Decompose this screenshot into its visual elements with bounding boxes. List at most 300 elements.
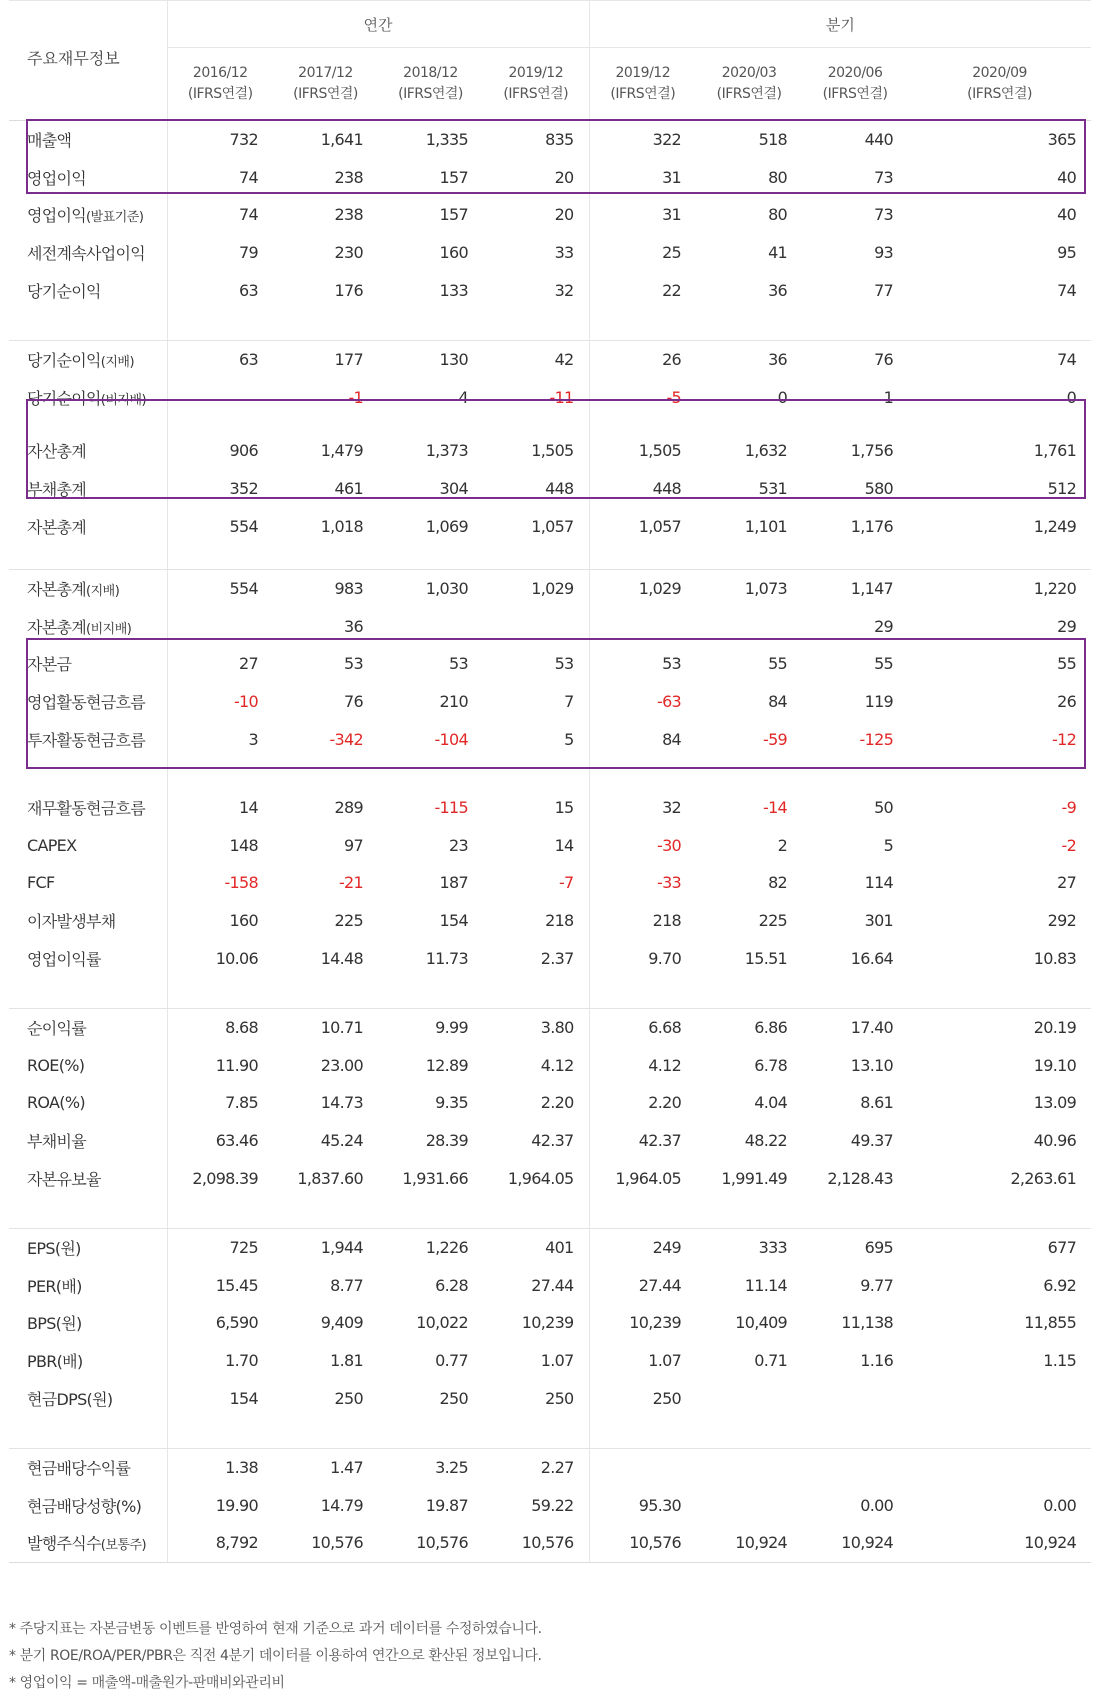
table-cell: 238 <box>334 205 363 225</box>
table-row <box>9 827 1091 865</box>
table-cell: 1.15 <box>1043 1350 1077 1370</box>
table-cell: 27 <box>239 654 258 674</box>
column-basis: (IFRS연결) <box>187 86 253 102</box>
row-label <box>9 789 167 827</box>
table-cell: 10,576 <box>378 1524 483 1562</box>
spacer-cell <box>589 309 696 341</box>
table-row <box>9 507 1091 545</box>
table-cell: 74 <box>239 167 258 187</box>
table-cell: 0.77 <box>435 1350 468 1370</box>
column-period: 2020/06 <box>827 65 883 81</box>
table-cell: 1.16 <box>860 1350 894 1370</box>
table-cell: -21 <box>338 873 363 893</box>
table-cell: 9,409 <box>320 1313 363 1333</box>
table-cell: 33 <box>483 234 589 272</box>
spacer-cell <box>378 309 483 341</box>
column-header <box>802 48 908 121</box>
table-cell: 1,505 <box>483 432 589 470</box>
table-cell: 36 <box>768 350 788 370</box>
spacer-cell <box>589 416 696 432</box>
table-cell: 10,409 <box>735 1313 788 1333</box>
table-cell: 250 <box>483 1379 589 1417</box>
group-annual: 연간 <box>167 1 589 48</box>
table-cell: 5 <box>483 720 589 758</box>
table-cell: 73 <box>874 167 894 187</box>
spacer-cell <box>802 416 908 432</box>
table-cell: 36 <box>768 280 788 300</box>
table-cell: 32 <box>662 798 682 818</box>
table-row <box>9 1304 1091 1342</box>
table-cell: -33 <box>657 873 682 893</box>
spacer-cell <box>378 1197 483 1229</box>
table-cell: 1,073 <box>744 579 788 599</box>
row-label-text: 당기순이익 <box>27 388 101 408</box>
table-cell: 55 <box>874 654 894 674</box>
row-label-text: EPS(원) <box>27 1239 81 1259</box>
table-cell: -9 <box>1061 798 1077 818</box>
table-cell: 401 <box>483 1228 589 1266</box>
spacer-cell <box>589 758 696 789</box>
column-header <box>483 48 589 121</box>
spacer-cell <box>273 1417 378 1449</box>
table-cell: 3 <box>248 729 258 749</box>
table-cell: 114 <box>864 873 894 893</box>
table-cell: 695 <box>864 1238 894 1258</box>
table-cell <box>802 1448 908 1486</box>
table-cell: 82 <box>768 873 788 893</box>
table-row <box>9 379 1091 417</box>
spacer-cell <box>802 1417 908 1449</box>
table-cell: 11,855 <box>1024 1313 1077 1333</box>
spacer-cell <box>802 545 908 570</box>
spacer-cell <box>9 416 167 432</box>
table-cell: 15.45 <box>215 1275 258 1295</box>
table-cell: 27.44 <box>638 1275 682 1295</box>
table-cell: 42.37 <box>638 1130 682 1150</box>
column-basis: (IFRS연결) <box>398 86 463 102</box>
table-cell: 95.30 <box>638 1495 682 1515</box>
table-cell: 249 <box>652 1238 682 1258</box>
spacer-cell <box>167 416 273 432</box>
table-cell: 95 <box>1057 243 1077 263</box>
spacer-cell <box>908 1197 1091 1229</box>
table-cell: 13.10 <box>850 1055 894 1075</box>
table-cell: 40 <box>1057 205 1077 225</box>
table-cell: 6.28 <box>435 1275 468 1295</box>
table-row <box>9 569 1091 607</box>
table-cell: 461 <box>334 479 363 499</box>
financial-summary <box>9 0 1091 1563</box>
row-label <box>9 939 167 977</box>
column-period: 2020/09 <box>972 65 1027 81</box>
column-period: 2018/12 <box>403 65 458 81</box>
spacer-cell <box>273 545 378 570</box>
table-cell: 48.22 <box>744 1130 788 1150</box>
row-spacer <box>9 977 1091 1009</box>
table-cell: 333 <box>758 1238 788 1258</box>
row-label-text: PBR(배) <box>27 1351 83 1371</box>
table-cell: 10,924 <box>802 1524 908 1562</box>
table-cell: 2,128.43 <box>827 1168 894 1188</box>
table-cell: 1,964.05 <box>483 1159 589 1197</box>
row-label <box>9 1266 167 1304</box>
spacer-cell <box>908 977 1091 1009</box>
table-cell: 554 <box>229 579 258 599</box>
table-cell: 20.19 <box>1033 1018 1077 1038</box>
table-cell: 9.99 <box>435 1018 468 1038</box>
table-cell: 1.81 <box>330 1350 363 1370</box>
table-cell: 2,098.39 <box>192 1168 258 1188</box>
table-cell: 17.40 <box>850 1018 894 1038</box>
table-cell: 10,924 <box>696 1524 802 1562</box>
table-cell: 97 <box>344 835 363 855</box>
table-cell: 1,176 <box>850 516 894 536</box>
spacer-cell <box>378 416 483 432</box>
table-cell: 1,964.05 <box>615 1168 682 1188</box>
table-cell: 10,239 <box>483 1304 589 1342</box>
table-cell: 53 <box>483 645 589 683</box>
row-label-text: 현금배당성향(%) <box>27 1496 142 1516</box>
table-cell: 512 <box>1047 479 1077 499</box>
table-cell: 4.12 <box>648 1055 682 1075</box>
table-cell: 74 <box>1057 280 1077 300</box>
table-cell <box>908 1448 1091 1486</box>
table-cell: 1,505 <box>638 441 682 461</box>
table-cell: 10,022 <box>416 1313 468 1333</box>
table-cell: 983 <box>334 579 363 599</box>
table-cell <box>167 379 273 417</box>
table-cell: 8,792 <box>167 1524 273 1562</box>
table-cell: -1 <box>348 387 363 407</box>
table-cell: 0 <box>1066 387 1077 407</box>
table-cell: -342 <box>329 729 363 749</box>
row-label-text: ROE(%) <box>27 1055 85 1075</box>
table-cell: 1,029 <box>638 579 682 599</box>
table-cell: 23.00 <box>320 1055 363 1075</box>
table-cell: 6.86 <box>754 1018 788 1038</box>
table-cell: 6,590 <box>215 1313 258 1333</box>
row-label <box>9 1379 167 1417</box>
row-label <box>9 1122 167 1160</box>
row-label <box>9 507 167 545</box>
group-quarterly: 분기 <box>589 1 1091 48</box>
spacer-cell <box>696 416 802 432</box>
row-label-qualifier: (비지배) <box>86 621 132 637</box>
spacer-cell <box>802 1197 908 1229</box>
table-cell: 835 <box>483 121 589 159</box>
table-cell: 1,991.49 <box>721 1168 788 1188</box>
row-label <box>9 379 167 417</box>
table-cell: 5 <box>883 835 894 855</box>
table-cell: 250 <box>439 1388 468 1408</box>
table-cell: 10,576 <box>483 1524 589 1562</box>
row-label <box>9 864 167 902</box>
table-row <box>9 1228 1091 1266</box>
financial-table <box>9 0 1091 1563</box>
row-label-text: 투자활동현금흐름 <box>27 730 146 750</box>
table-cell: 1 <box>883 387 894 407</box>
table-cell: 76 <box>344 692 363 712</box>
table-cell: -5 <box>666 387 682 407</box>
table-cell <box>696 608 802 646</box>
row-label-text: 자본금 <box>27 655 72 675</box>
table-cell: 440 <box>864 130 894 150</box>
table-cell: 25 <box>662 243 682 263</box>
row-label-text: 세전계속사업이익 <box>27 244 146 264</box>
table-cell: 93 <box>874 243 894 263</box>
table-cell: 1,030 <box>425 579 468 599</box>
table-cell: 3.80 <box>483 1008 589 1046</box>
table-cell: 365 <box>1047 130 1077 150</box>
table-cell: 14.79 <box>320 1495 363 1515</box>
row-spacer <box>9 1417 1091 1449</box>
table-cell: 1,069 <box>425 516 468 536</box>
table-cell: 230 <box>334 243 363 263</box>
row-label <box>9 1448 167 1486</box>
table-cell: 1,101 <box>744 516 788 536</box>
row-label-text: ROA(%) <box>27 1093 85 1113</box>
spacer-cell <box>378 977 483 1009</box>
table-cell: 177 <box>334 350 363 370</box>
spacer-cell <box>696 309 802 341</box>
table-cell: 2.20 <box>648 1093 682 1113</box>
table-cell: 250 <box>652 1388 682 1408</box>
row-label-text: FCF <box>27 873 55 893</box>
table-cell: 3.25 <box>435 1458 468 1478</box>
table-cell: 14.48 <box>320 948 363 968</box>
table-cell: 20 <box>483 196 589 234</box>
table-cell: 1,220 <box>1033 579 1077 599</box>
row-label-text: 영업이익 <box>27 206 87 226</box>
column-period: 2017/12 <box>298 65 353 81</box>
table-cell: 14.73 <box>320 1093 363 1113</box>
row-label <box>9 1159 167 1197</box>
table-cell <box>696 1448 802 1486</box>
table-row <box>9 1448 1091 1486</box>
table-cell: 84 <box>768 692 788 712</box>
column-basis: (IFRS연결) <box>610 86 676 102</box>
table-cell: -63 <box>657 692 682 712</box>
table-cell: 1.47 <box>330 1458 363 1478</box>
spacer-cell <box>167 1197 273 1229</box>
row-label <box>9 196 167 234</box>
table-cell: 1,147 <box>850 579 894 599</box>
spacer-cell <box>696 758 802 789</box>
table-cell: -14 <box>763 798 788 818</box>
table-cell <box>589 1448 696 1486</box>
table-cell: 218 <box>652 910 682 930</box>
table-cell: 2.37 <box>483 939 589 977</box>
table-cell: 10.71 <box>320 1018 363 1038</box>
row-spacer <box>9 545 1091 570</box>
spacer-cell <box>167 1417 273 1449</box>
spacer-cell <box>908 1417 1091 1449</box>
table-cell: 63 <box>239 350 258 370</box>
column-basis: (IFRS연결) <box>716 86 782 102</box>
table-cell: 250 <box>334 1388 363 1408</box>
table-cell: 15 <box>483 789 589 827</box>
table-row <box>9 1084 1091 1122</box>
table-cell: 49.37 <box>850 1130 894 1150</box>
footnotes <box>9 1616 542 1697</box>
table-cell: 4.12 <box>483 1046 589 1084</box>
table-cell: 6.68 <box>648 1018 682 1038</box>
table-cell: 10.83 <box>1033 948 1077 968</box>
row-label-text: 영업이익 <box>27 168 87 188</box>
table-cell: 10,576 <box>273 1524 378 1562</box>
table-cell: 1,373 <box>425 441 468 461</box>
table-cell: 40 <box>1057 167 1077 187</box>
table-cell <box>483 608 589 646</box>
table-cell: -158 <box>224 873 258 893</box>
column-basis: (IFRS연결) <box>503 86 569 102</box>
table-cell: 26 <box>662 350 682 370</box>
row-label-text: 자산총계 <box>27 442 87 462</box>
table-row <box>9 234 1091 272</box>
table-cell: 160 <box>229 910 258 930</box>
spacer-cell <box>9 977 167 1009</box>
table-cell: 187 <box>439 873 468 893</box>
table-cell: 448 <box>652 479 682 499</box>
footnote: * 영업이익 = 매출액-매출원가-판매비와관리비 <box>9 1675 285 1691</box>
table-row <box>9 271 1091 309</box>
table-row <box>9 939 1091 977</box>
table-row <box>9 1266 1091 1304</box>
row-label-text: PER(배) <box>27 1276 82 1296</box>
spacer-cell <box>273 416 378 432</box>
spacer-cell <box>167 977 273 1009</box>
row-label <box>9 470 167 508</box>
table-cell: 292 <box>1047 910 1077 930</box>
table-cell <box>802 1379 908 1417</box>
table-cell: 11.14 <box>744 1275 788 1295</box>
row-label-text: 자본유보율 <box>27 1169 101 1189</box>
table-cell: 9.70 <box>648 948 682 968</box>
table-cell: 218 <box>483 902 589 940</box>
table-cell: -115 <box>434 798 468 818</box>
table-cell: -10 <box>233 692 258 712</box>
table-cell: 906 <box>229 441 258 461</box>
table-cell: 10,576 <box>589 1524 696 1562</box>
table-cell: 157 <box>439 205 468 225</box>
table-cell: 304 <box>439 479 468 499</box>
column-basis: (IFRS연결) <box>293 86 358 102</box>
table-row <box>9 1379 1091 1417</box>
table-cell: 1,029 <box>483 569 589 607</box>
table-cell: 28.39 <box>425 1130 468 1150</box>
table-cell: 50 <box>874 798 894 818</box>
table-cell: 4.04 <box>754 1093 788 1113</box>
table-row <box>9 683 1091 721</box>
table-cell: 29 <box>1057 616 1077 636</box>
spacer-cell <box>378 1417 483 1449</box>
table-cell: 42.37 <box>483 1122 589 1160</box>
table-cell: 154 <box>229 1388 258 1408</box>
table-row <box>9 1122 1091 1160</box>
column-period: 2020/03 <box>721 65 777 81</box>
row-label-text: 자본총계 <box>27 517 87 537</box>
table-row <box>9 1008 1091 1046</box>
table-cell: 1,479 <box>320 441 363 461</box>
spacer-cell <box>589 1417 696 1449</box>
spacer-cell <box>483 977 589 1009</box>
table-cell: 8.77 <box>330 1275 363 1295</box>
table-cell: 76 <box>874 350 894 370</box>
table-cell: 45.24 <box>320 1130 363 1150</box>
spacer-cell <box>9 1197 167 1229</box>
spacer-cell <box>589 977 696 1009</box>
column-header <box>908 48 1091 121</box>
row-label <box>9 1084 167 1122</box>
row-label-text: 현금배당수익률 <box>27 1459 131 1479</box>
corner-label: 주요재무정보 <box>9 1 167 121</box>
table-cell: -104 <box>434 729 468 749</box>
table-cell: 6.92 <box>1043 1275 1077 1295</box>
table-cell: 26 <box>1057 692 1077 712</box>
table-cell: 133 <box>439 280 468 300</box>
column-header <box>696 48 802 121</box>
table-cell: 1.70 <box>225 1350 258 1370</box>
table-cell: 2.27 <box>483 1448 589 1486</box>
table-cell: 176 <box>334 280 363 300</box>
table-cell: 2,263.61 <box>1010 1168 1077 1188</box>
table-cell: 31 <box>662 167 682 187</box>
table-cell: 157 <box>439 167 468 187</box>
spacer-cell <box>483 309 589 341</box>
row-label-text: 당기순이익 <box>27 281 101 301</box>
table-cell: 148 <box>229 835 258 855</box>
table-cell: 1,632 <box>744 441 788 461</box>
spacer-cell <box>696 1197 802 1229</box>
table-cell: 225 <box>758 910 788 930</box>
table-cell: 9.35 <box>435 1093 468 1113</box>
row-label <box>9 683 167 721</box>
table-cell: 16.64 <box>850 948 894 968</box>
spacer-cell <box>802 309 908 341</box>
table-cell: 36 <box>344 616 363 636</box>
row-label-text: 자본총계 <box>27 617 87 637</box>
table-cell: 6.78 <box>754 1055 788 1075</box>
table-row <box>9 432 1091 470</box>
spacer-cell <box>483 416 589 432</box>
row-label-text: 현금DPS(원) <box>27 1389 113 1409</box>
spacer-cell <box>273 1197 378 1229</box>
table-cell <box>696 1486 802 1524</box>
table-row <box>9 645 1091 683</box>
table-cell: 29 <box>874 616 894 636</box>
table-cell: 160 <box>439 243 468 263</box>
table-cell: 1,944 <box>320 1238 363 1258</box>
row-label-text: 이자발생부채 <box>27 911 116 931</box>
row-label <box>9 121 167 159</box>
table-cell <box>167 608 273 646</box>
row-label <box>9 1524 167 1562</box>
table-cell: 55 <box>1057 654 1077 674</box>
table-cell: 1,931.66 <box>402 1168 468 1188</box>
table-cell <box>589 608 696 646</box>
table-row <box>9 196 1091 234</box>
row-label-text: 부채비율 <box>27 1131 87 1151</box>
table-cell: -30 <box>657 835 682 855</box>
table-cell: 55 <box>768 654 788 674</box>
table-cell: 1,761 <box>1033 441 1077 461</box>
spacer-cell <box>802 758 908 789</box>
table-cell: 1,641 <box>320 130 363 150</box>
table-body <box>9 121 1091 1563</box>
spacer-cell <box>908 309 1091 341</box>
table-cell: 10,239 <box>629 1313 682 1333</box>
row-label <box>9 645 167 683</box>
